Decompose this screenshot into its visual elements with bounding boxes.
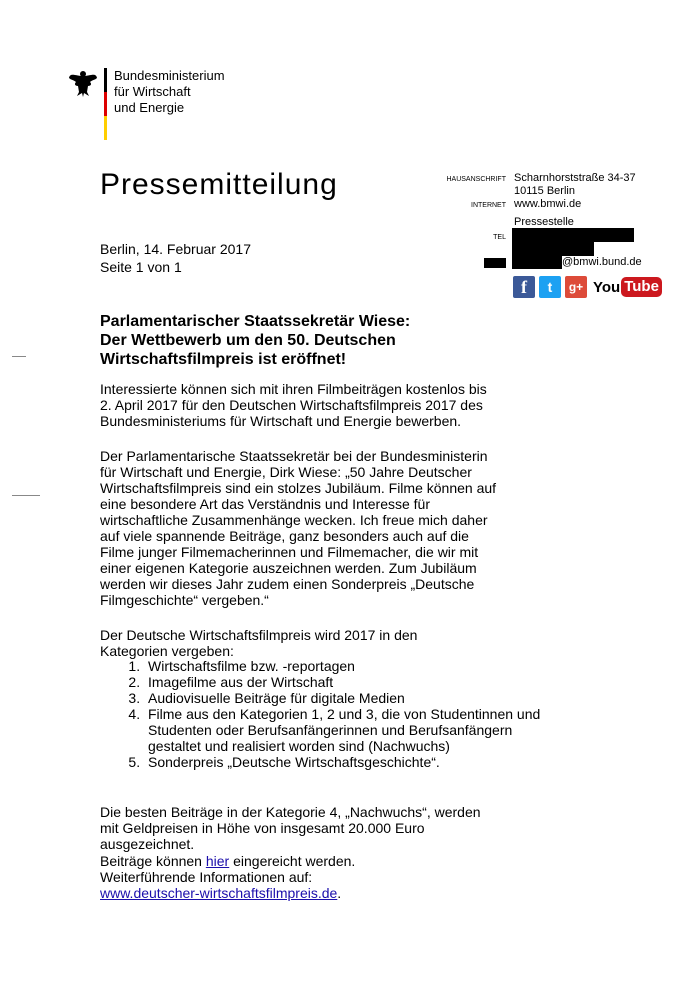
flag-bar xyxy=(104,68,107,140)
list-item: 5. Sonderpreis „Deutsche Wirtschaftsgeschichte“. xyxy=(144,754,564,770)
list-item: 1. Wirtschaftsfilme bzw. -reportagen xyxy=(144,658,564,674)
margin-fold-mark xyxy=(12,356,26,357)
hausanschrift-label: HAUSANSCHRIFT xyxy=(446,176,506,183)
ministry-name xyxy=(114,68,225,116)
website-link[interactable]: www.bmwi.de xyxy=(514,198,582,210)
info-line: Weiterführende Informationen auf: xyxy=(100,869,313,885)
street-address: Scharnhorststraße 34-37 xyxy=(514,172,636,184)
flag-stripe-red xyxy=(104,92,107,116)
facebook-icon[interactable]: f xyxy=(513,276,535,298)
ministry-line: für Wirtschaft xyxy=(114,84,191,99)
submit-text-pre: Beiträge können xyxy=(100,853,206,869)
youtube-you-label: You xyxy=(593,278,621,296)
list-item: 3. Audiovisuelle Beiträge für digitale Medien xyxy=(144,690,564,706)
city-address: 10115 Berlin xyxy=(514,185,575,197)
info-link-period: . xyxy=(337,885,342,901)
internet-label: INTERNET xyxy=(471,202,506,209)
document-meta xyxy=(100,240,251,276)
googleplus-icon[interactable]: g+ xyxy=(565,276,587,298)
flag-stripe-black xyxy=(104,68,107,92)
page-title: Pressemitteilung xyxy=(100,168,338,201)
submit-link[interactable]: hier xyxy=(205,853,230,869)
flag-stripe-gold xyxy=(104,116,107,140)
margin-punch-mark xyxy=(12,495,40,496)
document-date: Berlin, 14. Februar 2017 xyxy=(100,241,251,257)
paragraph-prize: Die besten Beiträge in der Kategorie 4, „Nachwuchs“, werden mit Geldpreisen in Höhe von insgesamt 20.000 Euro ausgezeichnet. xyxy=(100,804,481,852)
page-count: Seite 1 von 1 xyxy=(100,259,182,275)
redacted-block xyxy=(512,228,634,242)
youtube-tube-label: Tube xyxy=(621,277,662,297)
info-link-line xyxy=(100,885,500,901)
info-website-link[interactable]: www.deutscher-wirtschaftsfilmpreis.de xyxy=(100,885,338,901)
twitter-icon[interactable]: t xyxy=(539,276,561,298)
redacted-block xyxy=(484,258,506,268)
ministry-line: Bundesministerium xyxy=(114,68,225,83)
paragraph-quote: Der Parlamentarische Staatssekretär bei der Bundesministerin für Wirtschaft und Energie, Dirk Wiese: „50 Jahre Deutscher Wirtschaftsfilmpreis sind ein stolzes Jubiläum. Filme können auf eine besondere Art das Verständnis und Interesse für wirtschaftliche Zusammenhänge wecken. Ich freue mich daher auf viele spannende Beiträge, ganz besonders auch auf die Filme junger Filmemacherinnen und Filmemacher, die wir mit einer eigenen Kategorie auszeichnen werden. Zum Jubiläum werden wir dieses Jahr zudem einen Sonderpreis „Deutsche Filmgeschichte“ vergeben.“ xyxy=(100,448,497,608)
redacted-block xyxy=(512,242,594,256)
tel-label: TEL xyxy=(493,234,506,241)
press-headline: Parlamentarischer Staatssekretär Wiese: Der Wettbewerb um den 50. Deutschen Wirtschaftsfilmpreis ist eröffnet! xyxy=(100,313,411,368)
category-list xyxy=(100,658,564,770)
paragraph-intro: Interessierte können sich mit ihren Filmbeiträgen kostenlos bis 2. April 2017 für den Deutschen Wirtschaftsfilmpreis 2017 des Bundesministeriums für Wirtschaft und Energie bewerben. xyxy=(100,381,487,429)
federal-eagle-icon xyxy=(68,68,98,98)
paragraph-categories-intro: Der Deutsche Wirtschaftsfilmpreis wird 2017 in den Kategorien vergeben: xyxy=(100,627,418,659)
youtube-icon[interactable] xyxy=(593,276,662,298)
list-item: 4. Filme aus den Kategorien 1, 2 und 3, die von Studentinnen und Studenten oder Berufsanfängerinnen und Berufsanfängern gestaltet und realisiert worden sind (Nachwuchs) xyxy=(144,706,564,754)
email-address[interactable]: @bmwi.bund.de xyxy=(562,256,642,268)
list-item: 2. Imagefilme aus der Wirtschaft xyxy=(144,674,564,690)
pressestelle-label: Pressestelle xyxy=(514,216,574,228)
submit-text-post: eingereicht werden. xyxy=(229,853,356,869)
redacted-block xyxy=(512,256,562,269)
ministry-line: und Energie xyxy=(114,100,185,115)
submit-line xyxy=(100,853,500,869)
